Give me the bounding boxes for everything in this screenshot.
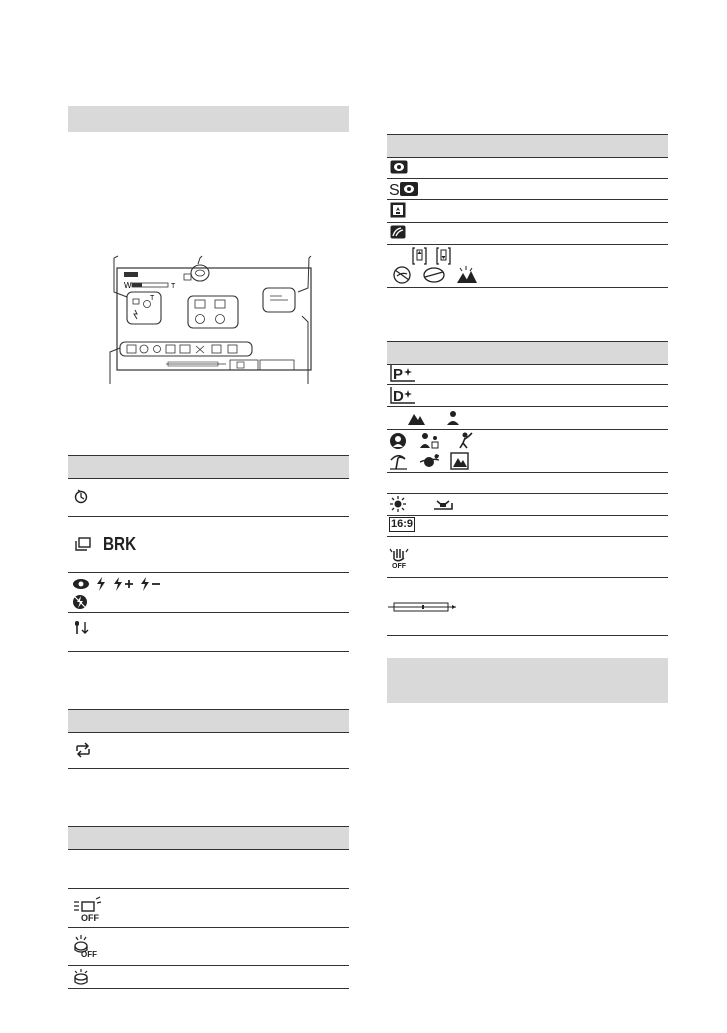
brk-icon: BRK xyxy=(103,534,137,554)
row-divider xyxy=(387,178,668,179)
steadyshot-off-icon xyxy=(388,547,414,569)
zoom-w: W xyxy=(124,281,132,290)
row-divider xyxy=(68,927,349,928)
callout-box-1 xyxy=(127,292,161,324)
callout-line-5 xyxy=(302,316,308,384)
row-divider xyxy=(387,472,668,473)
screen-button-2 xyxy=(260,360,294,370)
row-divider xyxy=(387,199,668,200)
focus-icon xyxy=(390,202,406,218)
svg-text:OFF: OFF xyxy=(392,563,406,570)
row-divider xyxy=(387,287,668,288)
row-divider xyxy=(68,888,349,889)
flash-minus-icon xyxy=(140,577,162,591)
svg-text:S: S xyxy=(389,182,400,199)
row-divider xyxy=(68,612,349,613)
svg-text:OFF: OFF xyxy=(81,913,99,923)
self-timer-icon xyxy=(73,488,89,504)
battery-icon xyxy=(124,272,138,277)
callout-line-2 xyxy=(198,256,202,264)
white-balance-icon xyxy=(390,495,480,513)
row-divider xyxy=(387,536,668,537)
svg-text:OFF: OFF xyxy=(81,950,97,959)
menu-icon xyxy=(184,274,191,280)
screen-diagram xyxy=(100,252,330,387)
row-divider xyxy=(387,384,668,385)
exposure-slider-icon xyxy=(388,600,458,614)
table-header xyxy=(68,709,349,733)
row-divider xyxy=(68,768,349,769)
fader-icons xyxy=(391,246,501,286)
wide-label: 16:9 xyxy=(391,518,414,530)
scene-icons xyxy=(389,432,489,470)
landscape-portrait-icon xyxy=(408,410,468,426)
section-bar-right xyxy=(387,658,668,703)
callout-circle-2 xyxy=(191,265,209,281)
p-effect-icon xyxy=(390,364,416,382)
flash-plus-icon xyxy=(113,577,135,591)
row-divider xyxy=(68,965,349,966)
spot-meter-icon xyxy=(390,160,408,174)
row-divider xyxy=(68,651,349,652)
lcd-backlight-off-icon xyxy=(73,896,103,922)
mic-small: T xyxy=(150,295,155,302)
callout-box-5 xyxy=(188,296,238,328)
row-divider xyxy=(387,577,668,578)
table-header xyxy=(387,341,668,365)
lens-cover-off-icon xyxy=(73,934,99,958)
row-divider xyxy=(387,635,668,636)
mic-level-icon xyxy=(73,620,93,636)
row-divider xyxy=(387,493,668,494)
lens-cover-icon xyxy=(73,968,89,986)
row-divider xyxy=(68,516,349,517)
tele-macro-icon xyxy=(390,225,406,239)
callout-line-3 xyxy=(298,256,311,292)
svg-text:D: D xyxy=(393,388,404,405)
table-header xyxy=(387,134,668,158)
d-effect-icon xyxy=(390,386,416,404)
table-header xyxy=(68,455,349,479)
callout-line-4 xyxy=(110,348,120,384)
wide-16-9-icon xyxy=(389,517,415,532)
row-divider xyxy=(68,572,349,573)
repeat-icon xyxy=(73,743,93,757)
row-divider xyxy=(387,244,668,245)
row-divider xyxy=(387,222,668,223)
flash-off-icon xyxy=(72,594,88,610)
flash-auto-icon xyxy=(96,577,106,591)
section-bar-left xyxy=(68,106,349,132)
red-eye-icon xyxy=(72,578,90,590)
table-header xyxy=(68,826,349,850)
burst-icon xyxy=(73,536,93,552)
row-divider xyxy=(68,988,349,989)
row-divider xyxy=(387,515,668,516)
svg-text:P: P xyxy=(393,366,404,383)
zoom-t: T xyxy=(171,283,176,290)
spot-focus-icon xyxy=(389,181,419,197)
row-divider xyxy=(387,406,668,407)
row-divider xyxy=(387,429,668,430)
